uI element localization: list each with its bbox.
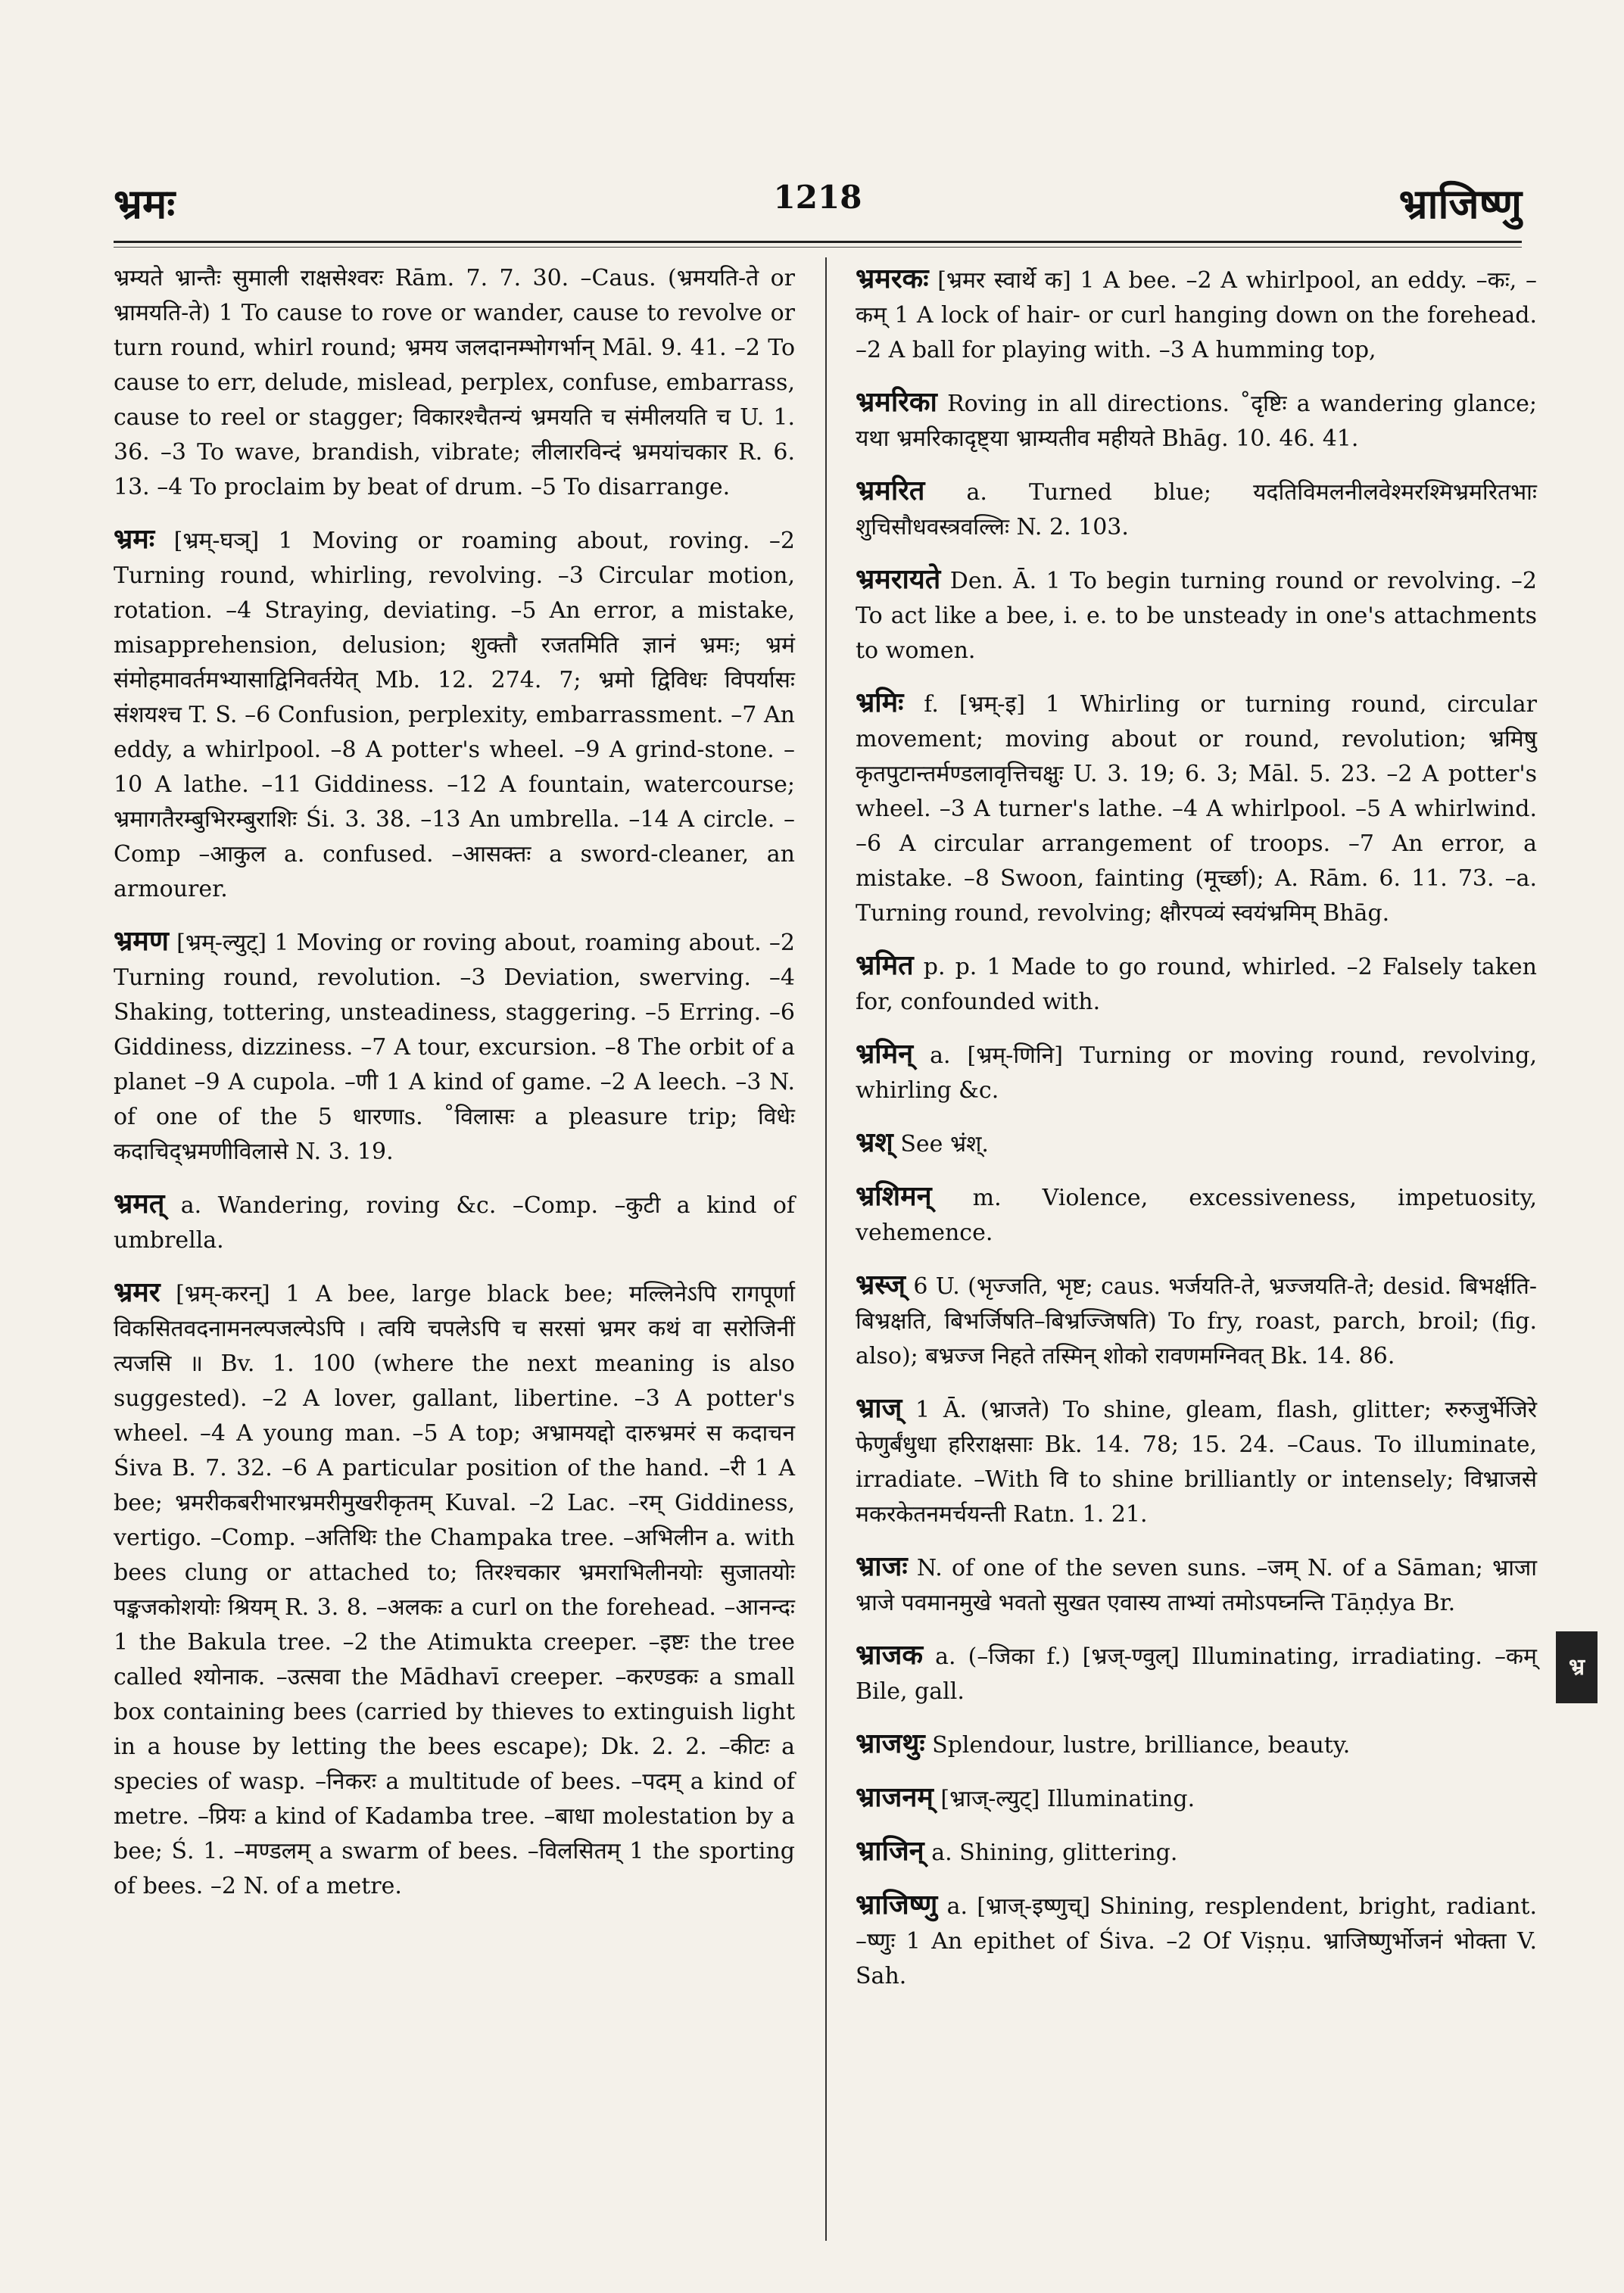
dictionary-entry [856,1125,1537,1162]
entry-text: [भ्रम्-ल्युट्] 1 Moving or roving about, roaming about. –2 Turning round, revolution. –3 Deviation, swerving. –4 Shaking, tottering, unsteadiness, staggering. –5 Erring. –6 Giddiness, dizziness. –7 A tour, excursion. –8 The orbit of a planet –9 A cupola. –णी 1 A kind of game. –2 A leech. –3 N. of one of the 5 धारणाs. ˚विलासः a pleasure trip; विधेः कदाचिद्भ्रमणीविलासे N. 3. 19. [114,930,795,1165]
left-column [114,261,795,1921]
entry-headword: भ्रशिमन् [856,1180,932,1212]
entry-text: Den. Ā. 1 To begin turning round or revolving. –2 To act like a bee, i. e. to be unsteady in one's attachments to women. [856,568,1537,664]
page-header [114,174,1522,235]
entry-headword: भ्रमित [856,949,914,981]
entry-text: a. [भ्राज्-इष्णुच्] Shining, resplendent, bright, radiant. –ष्णुः 1 An epithet of Śiva. –2 Of Viṣṇu. भ्राजिष्णुर्भोजनं भोक्ता V. Sah. [856,1893,1537,1989]
entry-text: a. (–जिका f.) [भ्रज्-ण्वुल्] Illuminating, irradiating. –कम् Bile, gall. [856,1643,1537,1705]
entry-headword: भ्राजः [856,1550,908,1582]
column-divider [825,257,827,2241]
dictionary-entry [114,1186,795,1258]
entry-headword: भ्रमः [114,523,155,555]
dictionary-entry [114,924,795,1170]
entry-text: [भ्रमर स्वार्थे क] 1 A bee. –2 A whirlpool, an eddy. –कः, –कम् 1 A lock of hair- or curl hanging down on the forehead. –2 A ball for playing with. –3 A humming top, [856,267,1537,363]
entry-text: a. Turned blue; यदतिविमलनीलवेश्मरश्मिभ्रमरितभाः शुचिसौधवस्त्रवल्लिः N. 2. 103. [856,479,1537,541]
entry-headword: भ्राजक [856,1639,923,1671]
entry-text: a. [भ्रम्-णिनि] Turning or moving round, revolving, whirling &c. [856,1042,1537,1104]
header-rule-thin [114,247,1522,248]
dictionary-entry [856,1267,1537,1374]
entry-text: N. of one of the seven suns. –जम् N. of a Sāman; भ्राजा भ्राजे पवमानमुखे भवतो सुखत एवास्य ताभ्यां तमोऽपघ्नन्ति Tāṇḍya Br. [856,1555,1537,1616]
dictionary-entry [856,473,1537,545]
entry-text: [भ्राज्-ल्युट्] Illuminating. [940,1786,1195,1812]
dictionary-entry [856,1780,1537,1817]
dictionary-entry [856,685,1537,931]
page-number: 1218 [773,179,862,216]
dictionary-entry [114,522,795,907]
dictionary-entry [856,1036,1537,1108]
left-guide-word: भ्रमः [114,179,176,228]
entry-headword: भ्रमरित [856,475,925,506]
entry-text: a. Wandering, roving &c. –Comp. –कुटी a kind of umbrella. [114,1192,795,1254]
entry-headword: भ्राजिन् [856,1835,924,1867]
entry-headword: भ्रमरायते [856,563,941,595]
entry-headword: भ्राजिष्णु [856,1889,938,1921]
dictionary-entry [856,562,1537,668]
entry-text: f. [भ्रम्-इ] 1 Whirling or turning round, circular movement; moving about or round, revolution; भ्रमिषु कृतपुटान्तर्मण्डलावृत्तिचक्षुः U. 3. 19; 6. 3; Māl. 5. 23. –2 A potter's wheel. –3 A turner's lathe. –4 A whirlpool. –5 A whirlwind. –6 A circular arrangement of troops. –7 An error, a mistake. –8 Swoon, fainting (मूर्च्छा); A. Rām. 6. 11. 73. –a. Turning round, revolving; क्षौरपव्यं स्वयंभ्रमिम् Bhāg. [856,691,1537,927]
entry-text: m. Violence, excessiveness, impetuosity, vehemence. [856,1185,1537,1246]
right-column [856,261,1537,2011]
entry-headword: भ्राजनम् [856,1781,934,1813]
dictionary-entry [856,1833,1537,1871]
dictionary-entry [856,1549,1537,1621]
entry-text: p. p. 1 Made to go round, whirled. –2 Falsely taken for, confounded with. [856,954,1537,1015]
entry-text: [भ्रम्-करन्] 1 A bee, large black bee; मल्लिनेऽपि रागपूर्णा विकसितवदनामनल्पजल्पेऽपि । त्वयि चपलेऽपि च सरसां भ्रमर कथं वा सरोजिनीं त्यजसि ॥ Bv. 1. 100 (where the next meaning is also suggested). –2 A lover, gallant, libertine. –3 A potter's wheel. –4 A young man. –5 A top; अभ्रामयद्दो दारुभ्रमरं स कदाचन Śiva B. 7. 32. –6 A particular position of the hand. –री 1 A bee; भ्रमरीकबरीभारभ्रमरीमुखरीकृतम् Kuval. –2 Lac. –रम् Giddiness, vertigo. –Comp. –अतिथिः the Champaka tree. –अभिलीन a. with bees clung or attached to; तिरश्चकार भ्रमराभिलीनयोः सुजातयोः पङ्कजकोशयोः श्रियम् R. 3. 8. –अलकः a curl on the forehead. –आनन्दः 1 the Bakula tree. –2 the Atimukta creeper. –इष्टः the tree called श्योनाक. –उत्सवा the Mādhavī creeper. –करण्डकः a small box containing bees (carried by thieves to extinguish light in a house by letting the bees escape); Dk. 2. 2. –कीटः a species of wasp. –निकरः a multitude of bees. –पदम् a kind of metre. –प्रियः a kind of Kadamba tree. –बाधा molestation by a bee; Ś. 1. –मण्डलम् a swarm of bees. –विलसितम् 1 the sporting of bees. –2 N. of a metre. [114,1281,795,1899]
dictionary-entry [856,261,1537,368]
dictionary-entry [856,1391,1537,1532]
entry-text: See भ्रंश्. [900,1131,989,1157]
right-guide-word: भ्राजिष्णु [1398,179,1522,228]
entry-headword: भ्रमिः [856,687,904,718]
entry-headword: भ्रमरिका [856,386,937,418]
entry-text: 1 Ā. (भ्राजते) To shine, gleam, flash, glitter; रुरुजुर्भेजिरे फेणुर्बंधुधा हरिराक्षसाः Bk. 14. 78; 15. 24. –Caus. To illuminate, irradiate. –With वि to shine brilliantly or intensely; विभ्राजसे मकरकेतनमर्चयन्ती Ratn. 1. 21. [856,1397,1537,1528]
entry-headword: भ्राज् [856,1392,902,1424]
entry-headword: भ्रमर [114,1276,161,1308]
entry-text: Splendour, lustre, brilliance, beauty. [932,1732,1351,1759]
entry-text: Roving in all directions. ˚दृष्टिः a wandering glance; यथा भ्रमरिकादृष्ट्या भ्राम्यतीव महीयते Bhāg. 10. 46. 41. [856,391,1537,452]
entry-text: a. Shining, glittering. [931,1840,1178,1866]
entry-text: 6 U. (भृज्जति, भृष्ट; caus. भर्जयति-ते, भ्रज्जयति-ते; desid. बिभर्क्षति-बिभ्रक्षति, बिभर्जिषति–बिभ्रज्जिषति) To fry, roast, parch, broil; (fig. also); बभ्रज्ज निहते तस्मिन् शोको रावणमग्निवत् Bk. 14. 86. [856,1273,1537,1369]
entry-headword: भ्रमण [114,925,169,957]
entry-headword: भ्रस्ज् [856,1269,906,1301]
dictionary-entry [856,1887,1537,1994]
header-rule [114,241,1522,243]
entry-headword: भ्रश् [856,1126,893,1158]
entry-headword: भ्राजथुः [856,1728,925,1759]
entry-headword: भ्रमत् [114,1188,165,1220]
dictionary-entry [856,948,1537,1020]
entry-headword: भ्रमरकः [856,263,929,294]
thumb-index-tab: भ्र [1556,1631,1598,1703]
entry-headword: भ्रमिन् [856,1038,914,1070]
entry-text: भ्रम्यते भ्रान्तैः सुमाली राक्षसेश्वरः Rām. 7. 7. 30. –Caus. (भ्रमयति-ते or भ्रामयति-ते) 1 To cause to rove or wander, cause to revolve or turn round, whirl round; भ्रमय जलदानम्भोगर्भान् Māl. 9. 41. –2 To cause to err, delude, mislead, perplex, confuse, embarrass, cause to reel or stagger; विकारश्चैतन्यं भ्रमयति च संमीलयति च U. 1. 36. –3 To wave, brandish, vibrate; लीलारविन्दं भ्रमयांचकार R. 6. 13. –4 To proclaim by beat of drum. –5 To disarrange. [114,265,795,500]
dictionary-entry [856,1726,1537,1763]
dictionary-entry [114,1275,795,1904]
dictionary-entry [856,1637,1537,1709]
entry-text: [भ्रम्-घञ्] 1 Moving or roaming about, roving. –2 Turning round, whirling, revolving. –3 Circular motion, rotation. –4 Straying, deviating. –5 An error, a mistake, misapprehension, delusion; शुक्तौ रजतमिति ज्ञानं भ्रमः; भ्रमं संमोहमावर्तमभ्यासाद्विनिवर्तयेत् Mb. 12. 274. 7; भ्रमो द्विविधः विपर्यासः संशयश्च T. S. –6 Confusion, perplexity, embarrassment. –7 An eddy, a whirlpool. –8 A potter's wheel. –9 A grind-stone. –10 A lathe. –11 Giddiness. –12 A fountain, watercourse; भ्रमागतैरम्बुभिरम्बुराशिः Śi. 3. 38. –13 An umbrella. –14 A circle. –Comp –आकुल a. confused. –आसक्तः a sword-cleaner, an armourer. [114,528,795,902]
dictionary-entry [114,261,795,505]
dictionary-entry [856,385,1537,456]
dictionary-entry [856,1179,1537,1251]
